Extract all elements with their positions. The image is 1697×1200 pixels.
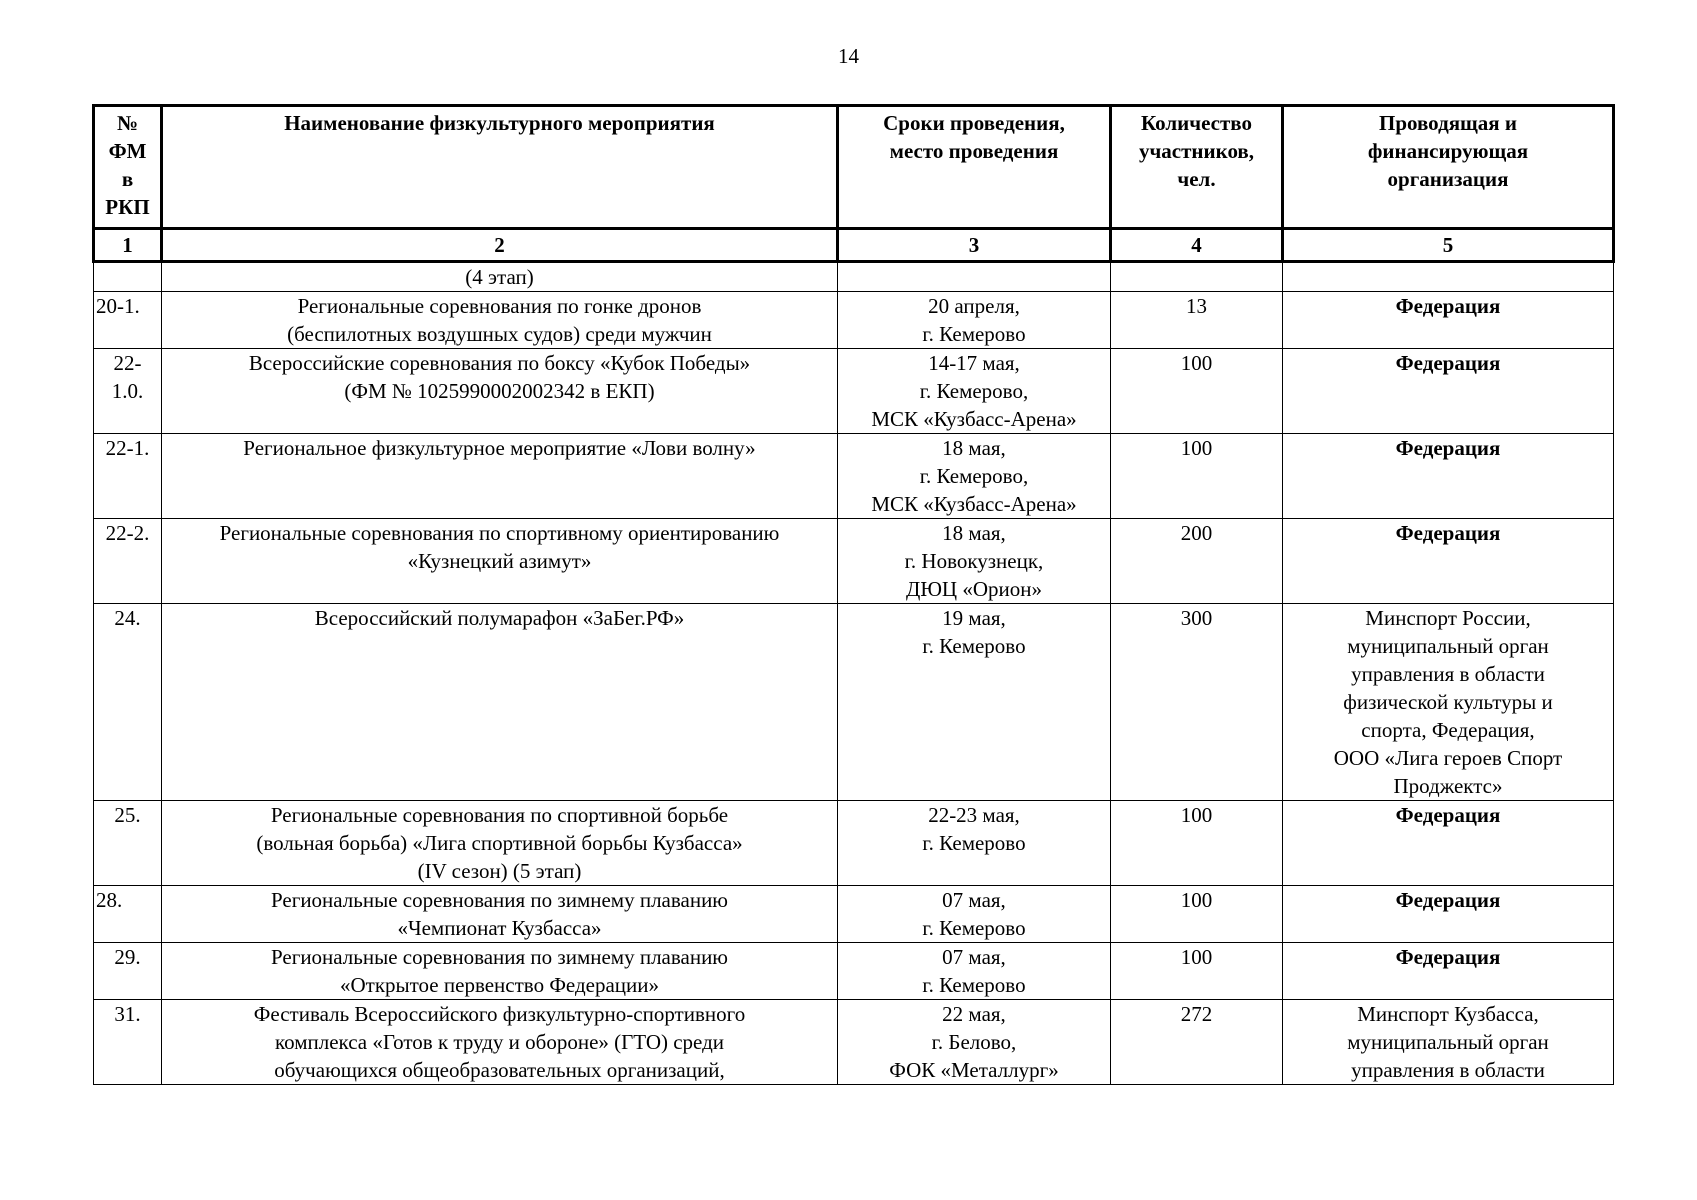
row-organization: Федерация bbox=[1283, 292, 1614, 349]
row-participants: 100 bbox=[1111, 349, 1283, 434]
row-dates-place: 19 мая, г. Кемерово bbox=[838, 604, 1111, 801]
table-row bbox=[94, 519, 1614, 604]
row-organization: Федерация bbox=[1283, 801, 1614, 886]
column-number: 5 bbox=[1283, 229, 1614, 262]
row-participants: 272 bbox=[1111, 1000, 1283, 1085]
row-participants: 100 bbox=[1111, 886, 1283, 943]
row-dates-place: 18 мая, г. Новокузнецк, ДЮЦ «Орион» bbox=[838, 519, 1111, 604]
table-row bbox=[94, 604, 1614, 801]
row-participants: 13 bbox=[1111, 292, 1283, 349]
row-participants: 300 bbox=[1111, 604, 1283, 801]
header-participants: Количество участников, чел. bbox=[1111, 106, 1283, 229]
row-organization bbox=[1283, 262, 1614, 292]
row-dates-place: 22 мая, г. Белово, ФОК «Металлург» bbox=[838, 1000, 1111, 1085]
row-organization: Федерация bbox=[1283, 886, 1614, 943]
row-dates-place bbox=[838, 262, 1111, 292]
row-participants bbox=[1111, 262, 1283, 292]
row-fm-number bbox=[94, 262, 162, 292]
column-number: 3 bbox=[838, 229, 1111, 262]
row-dates-place: 22-23 мая, г. Кемерово bbox=[838, 801, 1111, 886]
row-fm-number: 29. bbox=[94, 943, 162, 1000]
table-row bbox=[94, 262, 1614, 292]
row-dates-place: 20 апреля, г. Кемерово bbox=[838, 292, 1111, 349]
row-fm-number: 24. bbox=[94, 604, 162, 801]
column-number: 4 bbox=[1111, 229, 1283, 262]
table-row bbox=[94, 801, 1614, 886]
row-organization: Федерация bbox=[1283, 519, 1614, 604]
row-dates-place: 07 мая, г. Кемерово bbox=[838, 943, 1111, 1000]
row-organization: Минспорт России, муниципальный орган управления в области физической культуры и спорта, Федерация, ООО «Лига героев Спорт Проджектс» bbox=[1283, 604, 1614, 801]
table-row bbox=[94, 349, 1614, 434]
row-event-name: Региональное физкультурное мероприятие «Лови волну» bbox=[162, 434, 838, 519]
row-event-name: Всероссийские соревнования по боксу «Кубок Победы» (ФМ № 1025990002002342 в ЕКП) bbox=[162, 349, 838, 434]
page-number: 14 bbox=[838, 44, 859, 68]
table-header-row bbox=[94, 106, 1614, 229]
header-dates-place: Сроки проведения, место проведения bbox=[838, 106, 1111, 229]
row-fm-number: 25. bbox=[94, 801, 162, 886]
row-event-name: Региональные соревнования по спортивному ориентированию «Кузнецкий азимут» bbox=[162, 519, 838, 604]
row-fm-number: 20-1. bbox=[94, 292, 162, 349]
column-number: 1 bbox=[94, 229, 162, 262]
row-participants: 100 bbox=[1111, 943, 1283, 1000]
header-event-name: Наименование физкультурного мероприятия bbox=[162, 106, 838, 229]
column-number-row bbox=[94, 229, 1614, 262]
table-row bbox=[94, 943, 1614, 1000]
row-event-name: (4 этап) bbox=[162, 262, 838, 292]
row-event-name: Региональные соревнования по спортивной борьбе (вольная борьба) «Лига спортивной борьбы Кузбасса» (IV сезон) (5 этап) bbox=[162, 801, 838, 886]
row-dates-place: 07 мая, г. Кемерово bbox=[838, 886, 1111, 943]
row-organization: Федерация bbox=[1283, 349, 1614, 434]
row-participants: 100 bbox=[1111, 801, 1283, 886]
row-fm-number: 28. bbox=[94, 886, 162, 943]
row-event-name: Фестиваль Всероссийского физкультурно-спортивного комплекса «Готов к труду и обороне» (ГТО) среди обучающихся общеобразовательных организаций, bbox=[162, 1000, 838, 1085]
table-row bbox=[94, 292, 1614, 349]
row-organization: Федерация bbox=[1283, 434, 1614, 519]
row-fm-number: 31. bbox=[94, 1000, 162, 1085]
row-fm-number: 22-2. bbox=[94, 519, 162, 604]
header-organization: Проводящая и финансирующая организация bbox=[1283, 106, 1614, 229]
table-body bbox=[94, 262, 1614, 1085]
row-fm-number: 22-1. bbox=[94, 434, 162, 519]
row-event-name: Региональные соревнования по гонке дронов (беспилотных воздушных судов) среди мужчин bbox=[162, 292, 838, 349]
row-participants: 200 bbox=[1111, 519, 1283, 604]
row-organization: Федерация bbox=[1283, 943, 1614, 1000]
table-row bbox=[94, 1000, 1614, 1085]
row-dates-place: 18 мая, г. Кемерово, МСК «Кузбасс-Арена» bbox=[838, 434, 1111, 519]
row-dates-place: 14-17 мая, г. Кемерово, МСК «Кузбасс-Арена» bbox=[838, 349, 1111, 434]
row-event-name: Региональные соревнования по зимнему плаванию «Открытое первенство Федерации» bbox=[162, 943, 838, 1000]
header-fm-number: № ФМ в РКП bbox=[94, 106, 162, 229]
row-event-name: Всероссийский полумарафон «ЗаБег.РФ» bbox=[162, 604, 838, 801]
column-number: 2 bbox=[162, 229, 838, 262]
row-participants: 100 bbox=[1111, 434, 1283, 519]
row-event-name: Региональные соревнования по зимнему плаванию «Чемпионат Кузбасса» bbox=[162, 886, 838, 943]
row-fm-number: 22- 1.0. bbox=[94, 349, 162, 434]
row-organization: Минспорт Кузбасса, муниципальный орган управления в области bbox=[1283, 1000, 1614, 1085]
table-row bbox=[94, 434, 1614, 519]
table-row bbox=[94, 886, 1614, 943]
events-table bbox=[92, 104, 1615, 1085]
